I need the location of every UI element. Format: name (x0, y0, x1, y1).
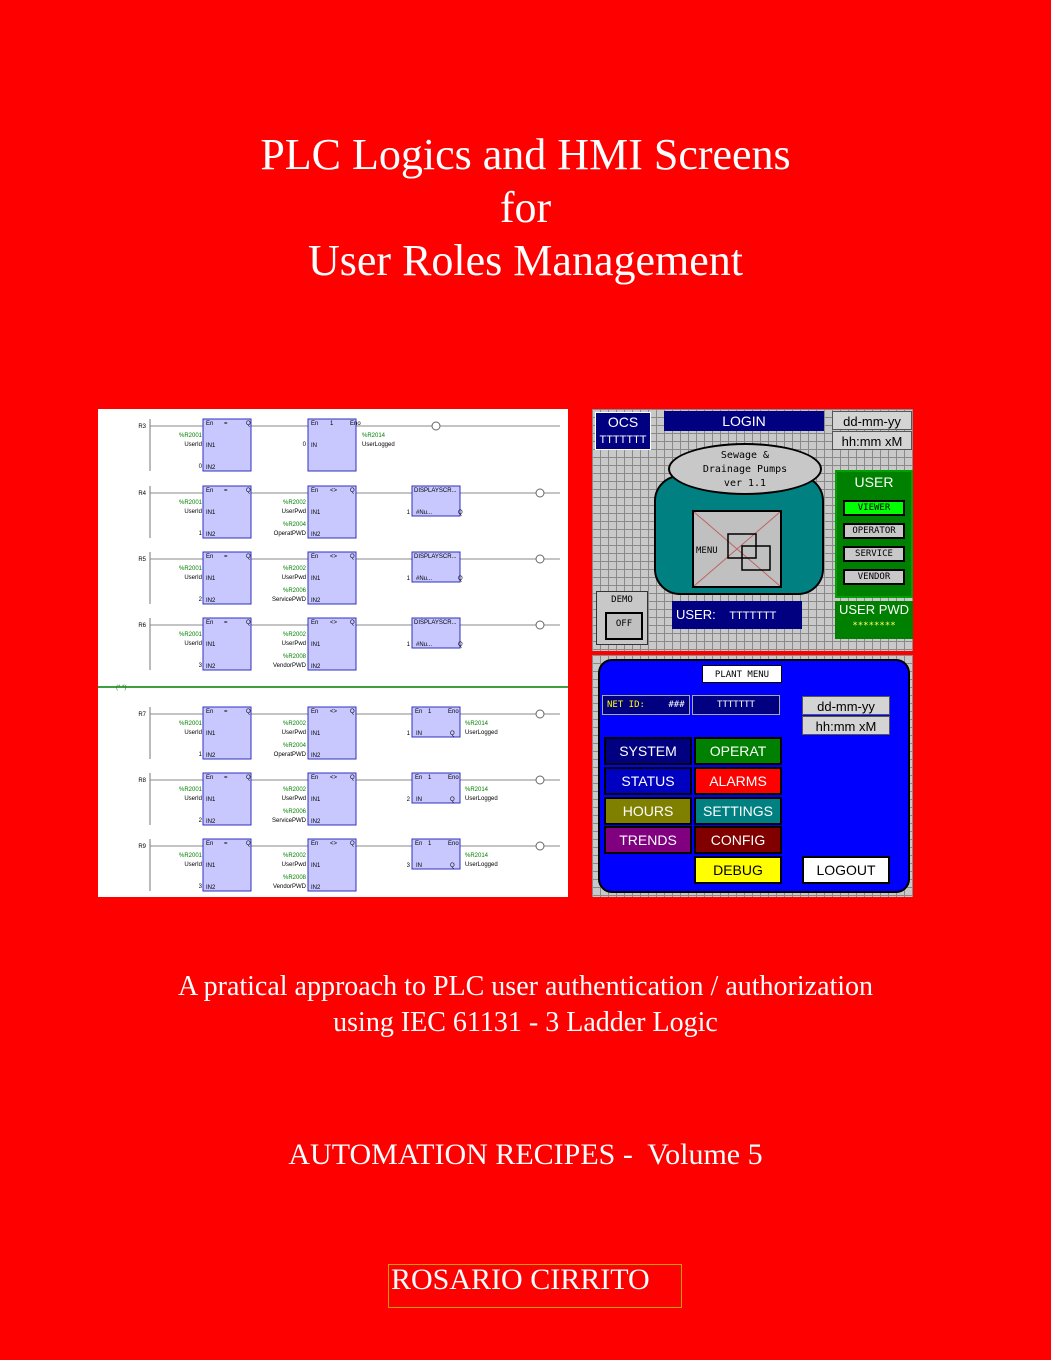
net-id-text: NET ID: (607, 700, 645, 710)
demo-off-button[interactable]: OFF (605, 612, 643, 640)
user-role-header: USER (854, 474, 894, 490)
logout-button[interactable]: LOGOUT (802, 856, 890, 884)
password-label: USER PWD (838, 602, 910, 617)
block-in2: IN2 (311, 598, 321, 604)
block-q: Q (246, 554, 251, 560)
user-reg: %R2001 (178, 500, 202, 506)
user-reg: %R2001 (178, 853, 202, 859)
block-in1: IN1 (206, 443, 216, 449)
rung-label: R4 (138, 491, 146, 497)
block-q: Q (350, 554, 355, 560)
out-in-value: 1 (406, 576, 410, 582)
display-title: DISPLAYSCR... (414, 488, 457, 494)
output-coil (536, 776, 544, 784)
settings-button[interactable]: SETTINGS (694, 797, 782, 825)
out-reg: %R2014 (362, 433, 386, 439)
user-name: UserId (184, 575, 202, 581)
user-prefix: USER: (676, 607, 716, 622)
role-vendor-button[interactable]: VENDOR (843, 569, 905, 585)
block-en: En (311, 841, 319, 847)
pwd-sub-name: OperatPWD (273, 752, 306, 758)
block-q: Q (350, 841, 355, 847)
out-reg: %R2014 (465, 853, 489, 859)
pwd-reg: %R2002 (282, 787, 306, 793)
block-in2: IN2 (311, 664, 321, 670)
block-in1: IN1 (311, 510, 321, 516)
move-q: Q (450, 863, 455, 869)
rung-label: R6 (138, 623, 146, 629)
ocs-indicator (595, 412, 651, 450)
user-value: TTTTTTT (729, 610, 777, 622)
net-id-hash: ### (668, 700, 685, 710)
block-in2: IN2 (206, 885, 216, 891)
current-user-field (672, 601, 802, 629)
tank-line-1: Sewage & (720, 450, 770, 461)
pwd-name: UserPwd (281, 575, 306, 581)
block-in1: IN1 (311, 863, 321, 869)
block-q: Q (246, 488, 251, 494)
block-in2: IN2 (311, 753, 321, 759)
block-in2: IN2 (311, 819, 321, 825)
tank-line-3: ver 1.1 (723, 478, 767, 489)
block-en: En (415, 775, 423, 781)
block-q: Q (350, 709, 355, 715)
block-in1: IN1 (311, 642, 321, 648)
block-en: En (311, 775, 319, 781)
block-in1: IN1 (206, 731, 216, 737)
in2-value: 1 (198, 752, 202, 758)
block-in2: IN2 (206, 532, 216, 538)
block-en: En (415, 841, 423, 847)
move-in: IN (416, 797, 422, 803)
block-eno: Eno (448, 775, 459, 781)
output-coil (536, 710, 544, 718)
user-reg: %R2001 (178, 721, 202, 727)
display-title: DISPLAYSCR... (414, 620, 457, 626)
out-reg: %R2014 (465, 721, 489, 727)
block-op: = (224, 775, 228, 781)
pwd-sub-name: VendorPWD (272, 884, 306, 890)
user-name: UserId (184, 509, 202, 515)
plant-time: hh:mm xM (802, 716, 890, 735)
subtitle-line-1: A pratical approach to PLC user authentication / authorization (177, 971, 874, 1002)
block-q: Q (350, 775, 355, 781)
block-en: En (415, 709, 423, 715)
ocs-value: TTTTTTT (599, 434, 647, 446)
out-in-value: 1 (406, 731, 410, 737)
out-name: UserLogged (362, 442, 395, 448)
alarms-button[interactable]: ALARMS (694, 767, 782, 795)
book-subtitle (0, 969, 1051, 1041)
in2-value: 3 (198, 663, 202, 669)
status-button[interactable]: STATUS (604, 767, 692, 795)
block-in1: IN (311, 443, 317, 449)
role-service-button[interactable]: SERVICE (843, 546, 905, 562)
pwd-reg: %R2002 (282, 721, 306, 727)
block-op: = (224, 709, 228, 715)
move-in: IN (416, 731, 422, 737)
user-name: UserId (184, 641, 202, 647)
series-volume: AUTOMATION RECIPES - Volume 5 (288, 1138, 763, 1171)
title-line-2: for (499, 183, 552, 232)
block-en: En (206, 620, 214, 626)
user-name: UserId (184, 796, 202, 802)
in2-value: 0 (198, 464, 202, 470)
demo-panel (596, 591, 648, 645)
out-in-value: 1 (406, 642, 410, 648)
login-date: dd-mm-yy (832, 411, 912, 430)
role-operator-button[interactable]: OPERATOR (843, 523, 905, 539)
operat-button[interactable]: OPERAT (694, 737, 782, 765)
block-in2: IN2 (206, 664, 216, 670)
block-in1: IN1 (206, 642, 216, 648)
rung-label: R7 (138, 712, 146, 718)
tank-label (668, 443, 822, 495)
block-eno: Eno (448, 841, 459, 847)
plant-menu-title: PLANT MENU (702, 665, 782, 683)
plant-date: dd-mm-yy (802, 696, 890, 715)
login-header: LOGIN (664, 411, 824, 431)
block-q: Q (350, 620, 355, 626)
block-q: Q (350, 488, 355, 494)
pwd-sub-reg: %R2004 (282, 743, 306, 749)
block-in1: IN1 (206, 576, 216, 582)
pwd-name: UserPwd (281, 796, 306, 802)
hours-button[interactable]: HOURS (604, 797, 692, 825)
block-op: <> (330, 620, 338, 626)
ocs-label: OCS (607, 414, 639, 430)
user-reg: %R2001 (178, 632, 202, 638)
block-in2: IN2 (206, 753, 216, 759)
pwd-reg: %R2002 (282, 632, 306, 638)
pwd-sub-reg: %R2008 (282, 654, 306, 660)
out-in-value: 2 (406, 797, 410, 803)
block-eno: Eno (448, 709, 459, 715)
block-en: En (206, 775, 214, 781)
move-in-value: 0 (302, 442, 306, 448)
ladder-svg (98, 409, 568, 897)
block-en: En (206, 554, 214, 560)
block-op: <> (330, 841, 338, 847)
display-title: DISPLAYSCR... (414, 554, 457, 560)
pwd-sub-name: ServicePWD (271, 597, 306, 603)
block-in1: IN1 (311, 797, 321, 803)
pwd-sub-reg: %R2008 (282, 875, 306, 881)
user-reg: %R2001 (178, 566, 202, 572)
block-en: En (311, 554, 319, 560)
pwd-sub-reg: %R2006 (282, 809, 306, 815)
out-name: UserLogged (465, 796, 498, 802)
book-title (0, 128, 1051, 287)
ladder-logic-diagram (98, 409, 568, 897)
hmi-plant-menu-screen (592, 655, 913, 897)
display-in: #Nu... (416, 642, 433, 648)
in2-value: 2 (198, 818, 202, 824)
block-en: En (206, 421, 214, 427)
out-name: UserLogged (465, 862, 498, 868)
block-op: = (224, 554, 228, 560)
block-in1: IN1 (206, 863, 216, 869)
block-en: En (311, 421, 319, 427)
user-reg: %R2001 (178, 787, 202, 793)
author-name: ROSARIO CIRRITO (388, 1264, 682, 1308)
display-in: #Nu... (416, 510, 433, 516)
move-q: Q (450, 797, 455, 803)
trends-button[interactable]: TRENDS (604, 826, 692, 854)
block-op: <> (330, 709, 338, 715)
block-en: En (311, 709, 319, 715)
rung-label: R8 (138, 778, 146, 784)
display-q: Q (458, 642, 463, 648)
title-line-1: PLC Logics and HMI Screens (260, 130, 791, 179)
pwd-sub-name: ServicePWD (271, 818, 306, 824)
pwd-sub-reg: %R2004 (282, 522, 306, 528)
output-coil (536, 842, 544, 850)
block-q: Eno (350, 421, 361, 427)
user-name: UserId (184, 862, 202, 868)
password-value: ******** (852, 621, 896, 631)
block-en: En (206, 841, 214, 847)
output-coil (432, 422, 440, 430)
rung-label: R3 (138, 424, 146, 430)
move-q: Q (450, 731, 455, 737)
display-q: Q (458, 510, 463, 516)
comment-marker: (* *) (116, 685, 127, 691)
block-q: Q (246, 709, 251, 715)
pwd-name: UserPwd (281, 641, 306, 647)
move-in: IN (416, 863, 422, 869)
output-coil (536, 555, 544, 563)
block-en: En (311, 620, 319, 626)
block-in1: IN1 (311, 576, 321, 582)
pwd-sub-reg: %R2006 (282, 588, 306, 594)
block-in2: IN2 (206, 819, 216, 825)
block-op: <> (330, 775, 338, 781)
login-time: hh:mm xM (832, 431, 912, 450)
output-coil (536, 621, 544, 629)
title-line-3: User Roles Management (308, 236, 743, 285)
user-name: UserId (184, 442, 202, 448)
move-n: 1 (428, 841, 432, 847)
in2-value: 2 (198, 597, 202, 603)
move-n: 1 (428, 775, 432, 781)
subtitle-line-2: using IEC 61131 - 3 Ladder Logic (333, 1007, 718, 1038)
menu-label: MENU (696, 546, 718, 556)
debug-button[interactable]: DEBUG (694, 856, 782, 884)
block-in2: IN2 (206, 465, 216, 471)
block-q: Q (246, 841, 251, 847)
pwd-reg: %R2002 (282, 566, 306, 572)
demo-label: DEMO (611, 595, 633, 605)
out-in-value: 1 (406, 510, 410, 516)
block-in2: IN2 (311, 885, 321, 891)
block-op: = (224, 620, 228, 626)
pwd-reg: %R2002 (282, 853, 306, 859)
user-role-panel (835, 470, 913, 598)
user-reg: %R2001 (178, 433, 202, 439)
block-op: 1 (330, 421, 334, 427)
in2-value: 1 (198, 531, 202, 537)
block-op: <> (330, 488, 338, 494)
block-q: Q (246, 620, 251, 626)
block-q: Q (246, 421, 251, 427)
block-op: <> (330, 554, 338, 560)
rung-label: R5 (138, 557, 146, 563)
block-in2: IN2 (206, 598, 216, 604)
pwd-name: UserPwd (281, 730, 306, 736)
hmi-login-screen (592, 409, 913, 651)
block-en: En (311, 488, 319, 494)
block-en: En (206, 709, 214, 715)
net-id-value: TTTTTTT (692, 695, 780, 715)
pwd-name: UserPwd (281, 862, 306, 868)
out-reg: %R2014 (465, 787, 489, 793)
pwd-sub-name: VendorPWD (272, 663, 306, 669)
block-en: En (206, 488, 214, 494)
out-in-value: 3 (406, 863, 410, 869)
user-password-panel[interactable] (835, 601, 913, 639)
block-in1: IN1 (311, 731, 321, 737)
block-op: = (224, 841, 228, 847)
config-button[interactable]: CONFIG (694, 826, 782, 854)
menu-button[interactable] (692, 510, 782, 588)
block-in1: IN1 (206, 797, 216, 803)
block-in2: IN2 (311, 532, 321, 538)
block-q: Q (246, 775, 251, 781)
block-op: = (224, 421, 228, 427)
pwd-sub-name: OperatPWD (273, 531, 306, 537)
block-in1: IN1 (206, 510, 216, 516)
block-op: = (224, 488, 228, 494)
role-viewer-button[interactable]: VIEWER (843, 500, 905, 516)
pwd-name: UserPwd (281, 509, 306, 515)
rung-label: R9 (138, 844, 146, 850)
user-name: UserId (184, 730, 202, 736)
display-in: #Nu... (416, 576, 433, 582)
tank-line-2: Drainage Pumps (702, 464, 788, 475)
move-n: 1 (428, 709, 432, 715)
system-button[interactable]: SYSTEM (604, 737, 692, 765)
pwd-reg: %R2002 (282, 500, 306, 506)
out-name: UserLogged (465, 730, 498, 736)
output-coil (536, 489, 544, 497)
in2-value: 3 (198, 884, 202, 890)
display-q: Q (458, 576, 463, 582)
net-id-label (602, 695, 690, 715)
